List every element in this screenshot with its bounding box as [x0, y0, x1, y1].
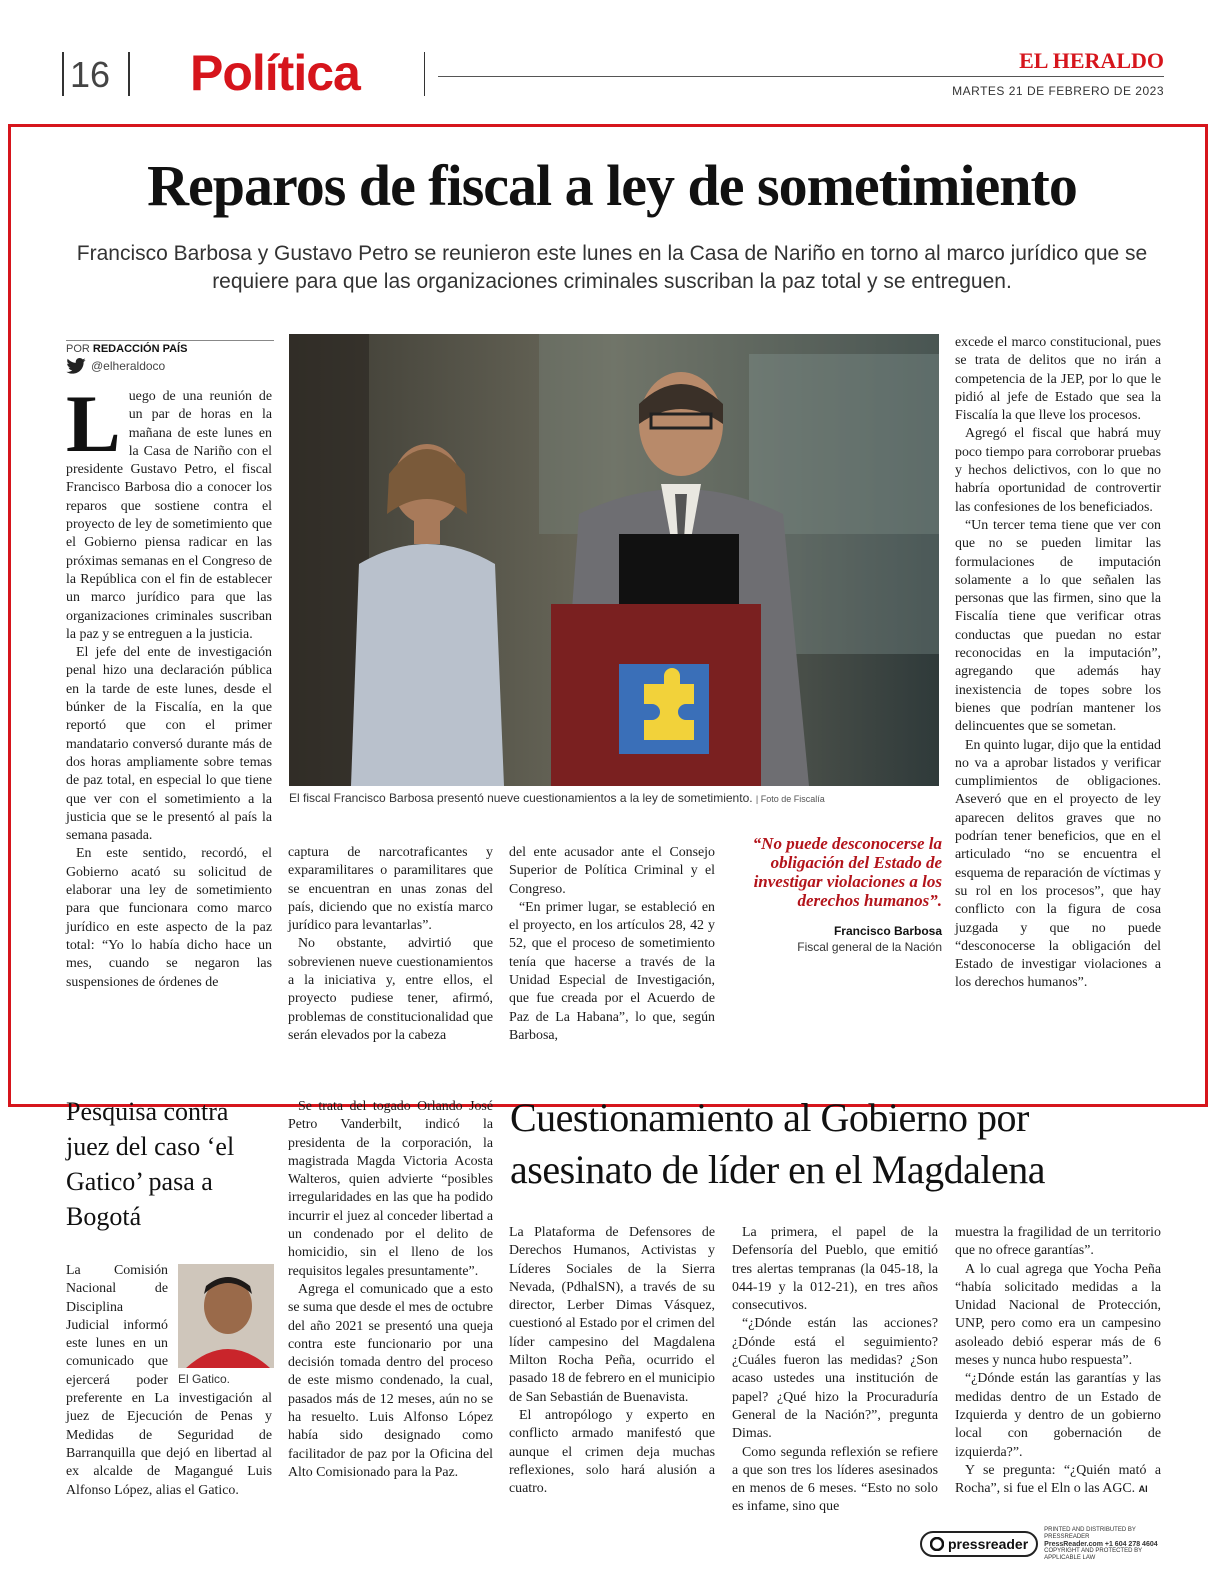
twitter-handle[interactable] [66, 358, 165, 374]
story2-column-2 [288, 1098, 493, 1482]
paragraph: Agregó el fiscal que habrá muy poco tiempo para corroborar pruebas y hechos delictivos, con lo que no habría oportunidad de controvertir las confesiones de los beneficiados. [955, 426, 1161, 515]
page-number: 16 [70, 54, 111, 95]
dropcap: L [66, 378, 121, 469]
paragraph: Y se pregunta: “¿Quién mató a Rocha”, si fue el Eln o las AGC. AI [955, 1462, 1161, 1497]
byline-author: REDACCIÓN PAÍS [92, 343, 188, 355]
photo-credit: | Foto de Fiscalía [755, 794, 825, 804]
paragraph: excede el marco constitucional, pues se trata de delitos que no irán a competencia de la JEP, por lo que le pidió al jefe de Estado que sea la Fiscalía la que lleve los procesos. [955, 335, 1161, 424]
gatico-caption: El Gatico. [178, 1372, 231, 1386]
story2-column-1 [66, 1262, 272, 1500]
story3-column-2 [732, 1224, 938, 1517]
pressreader-footer[interactable] [920, 1526, 1164, 1561]
author-sign: AI [1138, 1484, 1148, 1495]
paragraph: “¿Dónde están las acciones? ¿Dónde está el seguimiento? ¿Cuáles fueron las medidas? ¿Son acaso ustedes una institución de papel? ¿Qué hizo la Procuraduría General de la Nación?”, pregunta Dimas. [732, 1316, 938, 1442]
story2-headline: Pesquisa contra juez del caso ‘el Gatico’ pasa a Bogotá [66, 1097, 235, 1231]
newspaper-logo: EL HERALDO [1019, 48, 1164, 73]
paragraph: El jefe del ente de investigación penal hizo una declaración pública en la tarde de este lunes, desde el búnker de la Fiscalía, en la que reportó que con el primer mandatario conversó durante más de dos horas ampliamente sobre temas de paz total, en especial lo que tiene que ver con el sometimiento a la justicia que se le presentó al país la semana pasada. [66, 645, 272, 844]
paragraph: A lo cual agrega que Yocha Peña “había solicitado medidas a la Unidad Nacional de Protección, UNP, pero como era un campesino asoleado debió esperar más de 6 meses y nunca hubo respuesta”. [955, 1261, 1161, 1369]
header-rule [438, 76, 1164, 77]
paragraph: “¿Dónde están las garantías y las medidas dentro de un Estado de Izquierda y dentro de un gobierno local con gobernación de izquierda?”. [955, 1371, 1161, 1460]
pullquote-role: Fiscal general de la Nación [797, 940, 942, 954]
story3-column-3 [955, 1224, 1161, 1498]
main-column-2 [288, 844, 493, 1045]
main-column-1 [66, 378, 272, 992]
paragraph: del ente acusador ante el Consejo Superior de Política Criminal y el Congreso. [509, 845, 715, 897]
story3-column-1 [509, 1224, 715, 1498]
paragraph: La primera, el papel de la Defensoría del Pueblo, que emitió tres alertas tempranas (la 045-18, la 044-19 y la 012-21), en tres años consecutivos. [732, 1225, 938, 1314]
pressreader-notice: PRINTED AND DISTRIBUTED BY PRESSREADER PressReader.com +1 604 278 4604 COPYRIGHT AND PROTECTED BY APPLICABLE LAW [1044, 1526, 1158, 1561]
twitter-icon [66, 358, 86, 374]
paragraph: “En primer lugar, se estableció en el proyecto, en los artículos 28, 42 y 52, que el proceso de sometimiento tenía que hacerse a través de la Unidad Especial de Investigación, que fue creada por el Acuerdo de Paz de La Habana”, lo que, según Barbosa, [509, 899, 715, 1043]
main-deck: Francisco Barbosa y Gustavo Petro se reunieron este lunes en la Casa de Nariño en torno al marco jurídico que se requiere para que las organizaciones criminales suscriban la paz total y se entreguen. [76, 242, 1148, 293]
photo-wrap-space [168, 1262, 272, 1386]
lead-paragraph: Luego de una reunión de un par de horas en la mañana de este lunes en la Casa de Nariño con el presidente Gustavo Petro, el fiscal Francisco Barbosa dio a conocer los reparos que sostiene contra el proyecto de ley de sometimiento que el Gobierno piensa radicar en las próximas semanas en el Congreso de la República con el fin de establecer un marco jurídico para que las organizaciones criminales suscriban la paz y se entreguen a la justicia. [66, 378, 272, 642]
photo-caption: El fiscal Francisco Barbosa presentó nueve cuestionamientos a la ley de sometimiento. | Foto de Fiscalía [289, 791, 825, 805]
paragraph: En quinto lugar, dijo que la entidad no va a aprobar listados y verificar cumplimientos de obligaciones. Aseveró que en el proyecto de ley aparecen delitos graves que no podrían tener beneficios, que en el articulado “no se encuentra el esquema de reparación de víctimas y su rol en los procesos”, que hay conflicto con la figura de cosa juzgada y que no puede “desconocerse la obligación del Estado de investigar violaciones a los derechos humanos”. [955, 737, 1161, 991]
paragraph: Agrega el comunicado que a esto se suma que desde el mes de octubre del año 2021 se presentó una queja contra este funcionario por una decisión tomada dentro del proceso de este mismo condenado, la cual, pasados más de 12 meses, aún no se ha resuelto. Luis Alfonso López había sido designado como facilitador de paz por la Oficina del Alto Comisionado para la Paz. [288, 1281, 493, 1480]
twitter-handle-text: @elheraldoco [91, 359, 166, 373]
issue-date: MARTES 21 DE FEBRERO DE 2023 [952, 84, 1164, 98]
byline [66, 340, 274, 355]
paragraph: muestra la fragilidad de un territorio que no ofrece garantías”. [955, 1225, 1161, 1259]
main-column-3 [509, 844, 715, 1045]
paragraph: Como segunda reflexión se refiere a que son tres los líderes asesinados en menos de 6 meses. “Esto no solo es infame, sino que [732, 1444, 938, 1515]
paragraph: Se trata del togado Orlando José Petro Vanderbilt, indicó la presidenta de la corporación, la magistrada Magda Victoria Acosta Walteros, quien advierte “posibles irregularidades en las que ha podido incurrir el juez al conceder libertad a un condenado por el delito de homicidio, sin el lleno de los requisitos legales presuntamente”. [288, 1099, 493, 1279]
main-headline: Reparos de fiscal a ley de sometimiento [147, 153, 1077, 218]
divider [424, 52, 425, 96]
divider [128, 52, 130, 96]
story3-headline: Cuestionamiento al Gobierno por asesinato de líder en el Magdalena [510, 1095, 1045, 1192]
paragraph: El antropólogo y experto en conflicto armado manifestó que aunque el crimen deja muchas reflexiones, solo hará alusión a cuatro. [509, 1407, 715, 1497]
pullquote-name: Francisco Barbosa [833, 924, 942, 938]
paragraph: La Comisión Nacional de Disciplina Judicial informó este lunes en un comunicado que ejercerá poder preferente en La investigación al juez de Ejecución de Penas y Medidas de Seguridad de Barranquilla que dejó en libertad al ex alcalde de Magangué Luis Alfonso López, alias el Gatico. [66, 1263, 272, 1498]
section-title: Política [190, 45, 360, 101]
paragraph: No obstante, advirtió que sobrevienen nueve cuestionamientos a la iniciativa y, entre ellos, el proyecto pudiese tener, afirmó, problemas de constitucionalidad que serán elevados por la cabeza [288, 936, 493, 1043]
paragraph: captura de narcotraficantes y exparamilitares o paramilitares que se encuentran en unas zonas del país, diciendo que no existía marco jurídico para levantarlas”. [288, 845, 493, 934]
photo-illustration [289, 334, 939, 786]
fiscal-photo [289, 334, 939, 786]
paragraph: En este sentido, recordó, el Gobierno acató su solicitud de elaborar una ley de sometimiento para que funcionara como marco jurídico en este aspecto de la paz total: “Yo lo había dicho hace un mes, cuando se negaron las suspensiones de órdenes de [66, 846, 272, 990]
paragraph: La Plataforma de Defensores de Derechos Humanos, Activistas y Líderes Sociales de la Sierra Nevada, (PdhalSN), a través de su director, Lerber Dimas Vásquez, cuestionó al Estado por el crimen del líder campesino del Magdalena Milton Rocha Peña, ocurrido el pasado 18 de febrero en el municipio de San Sebastián de Buenavista. [509, 1225, 715, 1405]
divider [62, 52, 64, 96]
paragraph: “Un tercer tema tiene que ver con que no se pueden limitar las formulaciones de imputación solamente a lo que señalen las personas que las firmen, sino que la Fiscalía tiene que verificar otras conductas que puedan no estar reconocidas en la imputación”, agregando que además hay inexistencia de topes sobre los bienes que podrían mantener los delincuentes que se sometan. [955, 517, 1161, 735]
main-column-4 [955, 334, 1161, 993]
byline-prefix: POR [66, 343, 90, 355]
pressreader-logo: pressreader [920, 1531, 1038, 1557]
pressreader-icon [930, 1537, 944, 1551]
pullquote: “No puede desconocerse la obligación del Estado de investigar violaciones a los derechos humanos”. [752, 834, 942, 910]
